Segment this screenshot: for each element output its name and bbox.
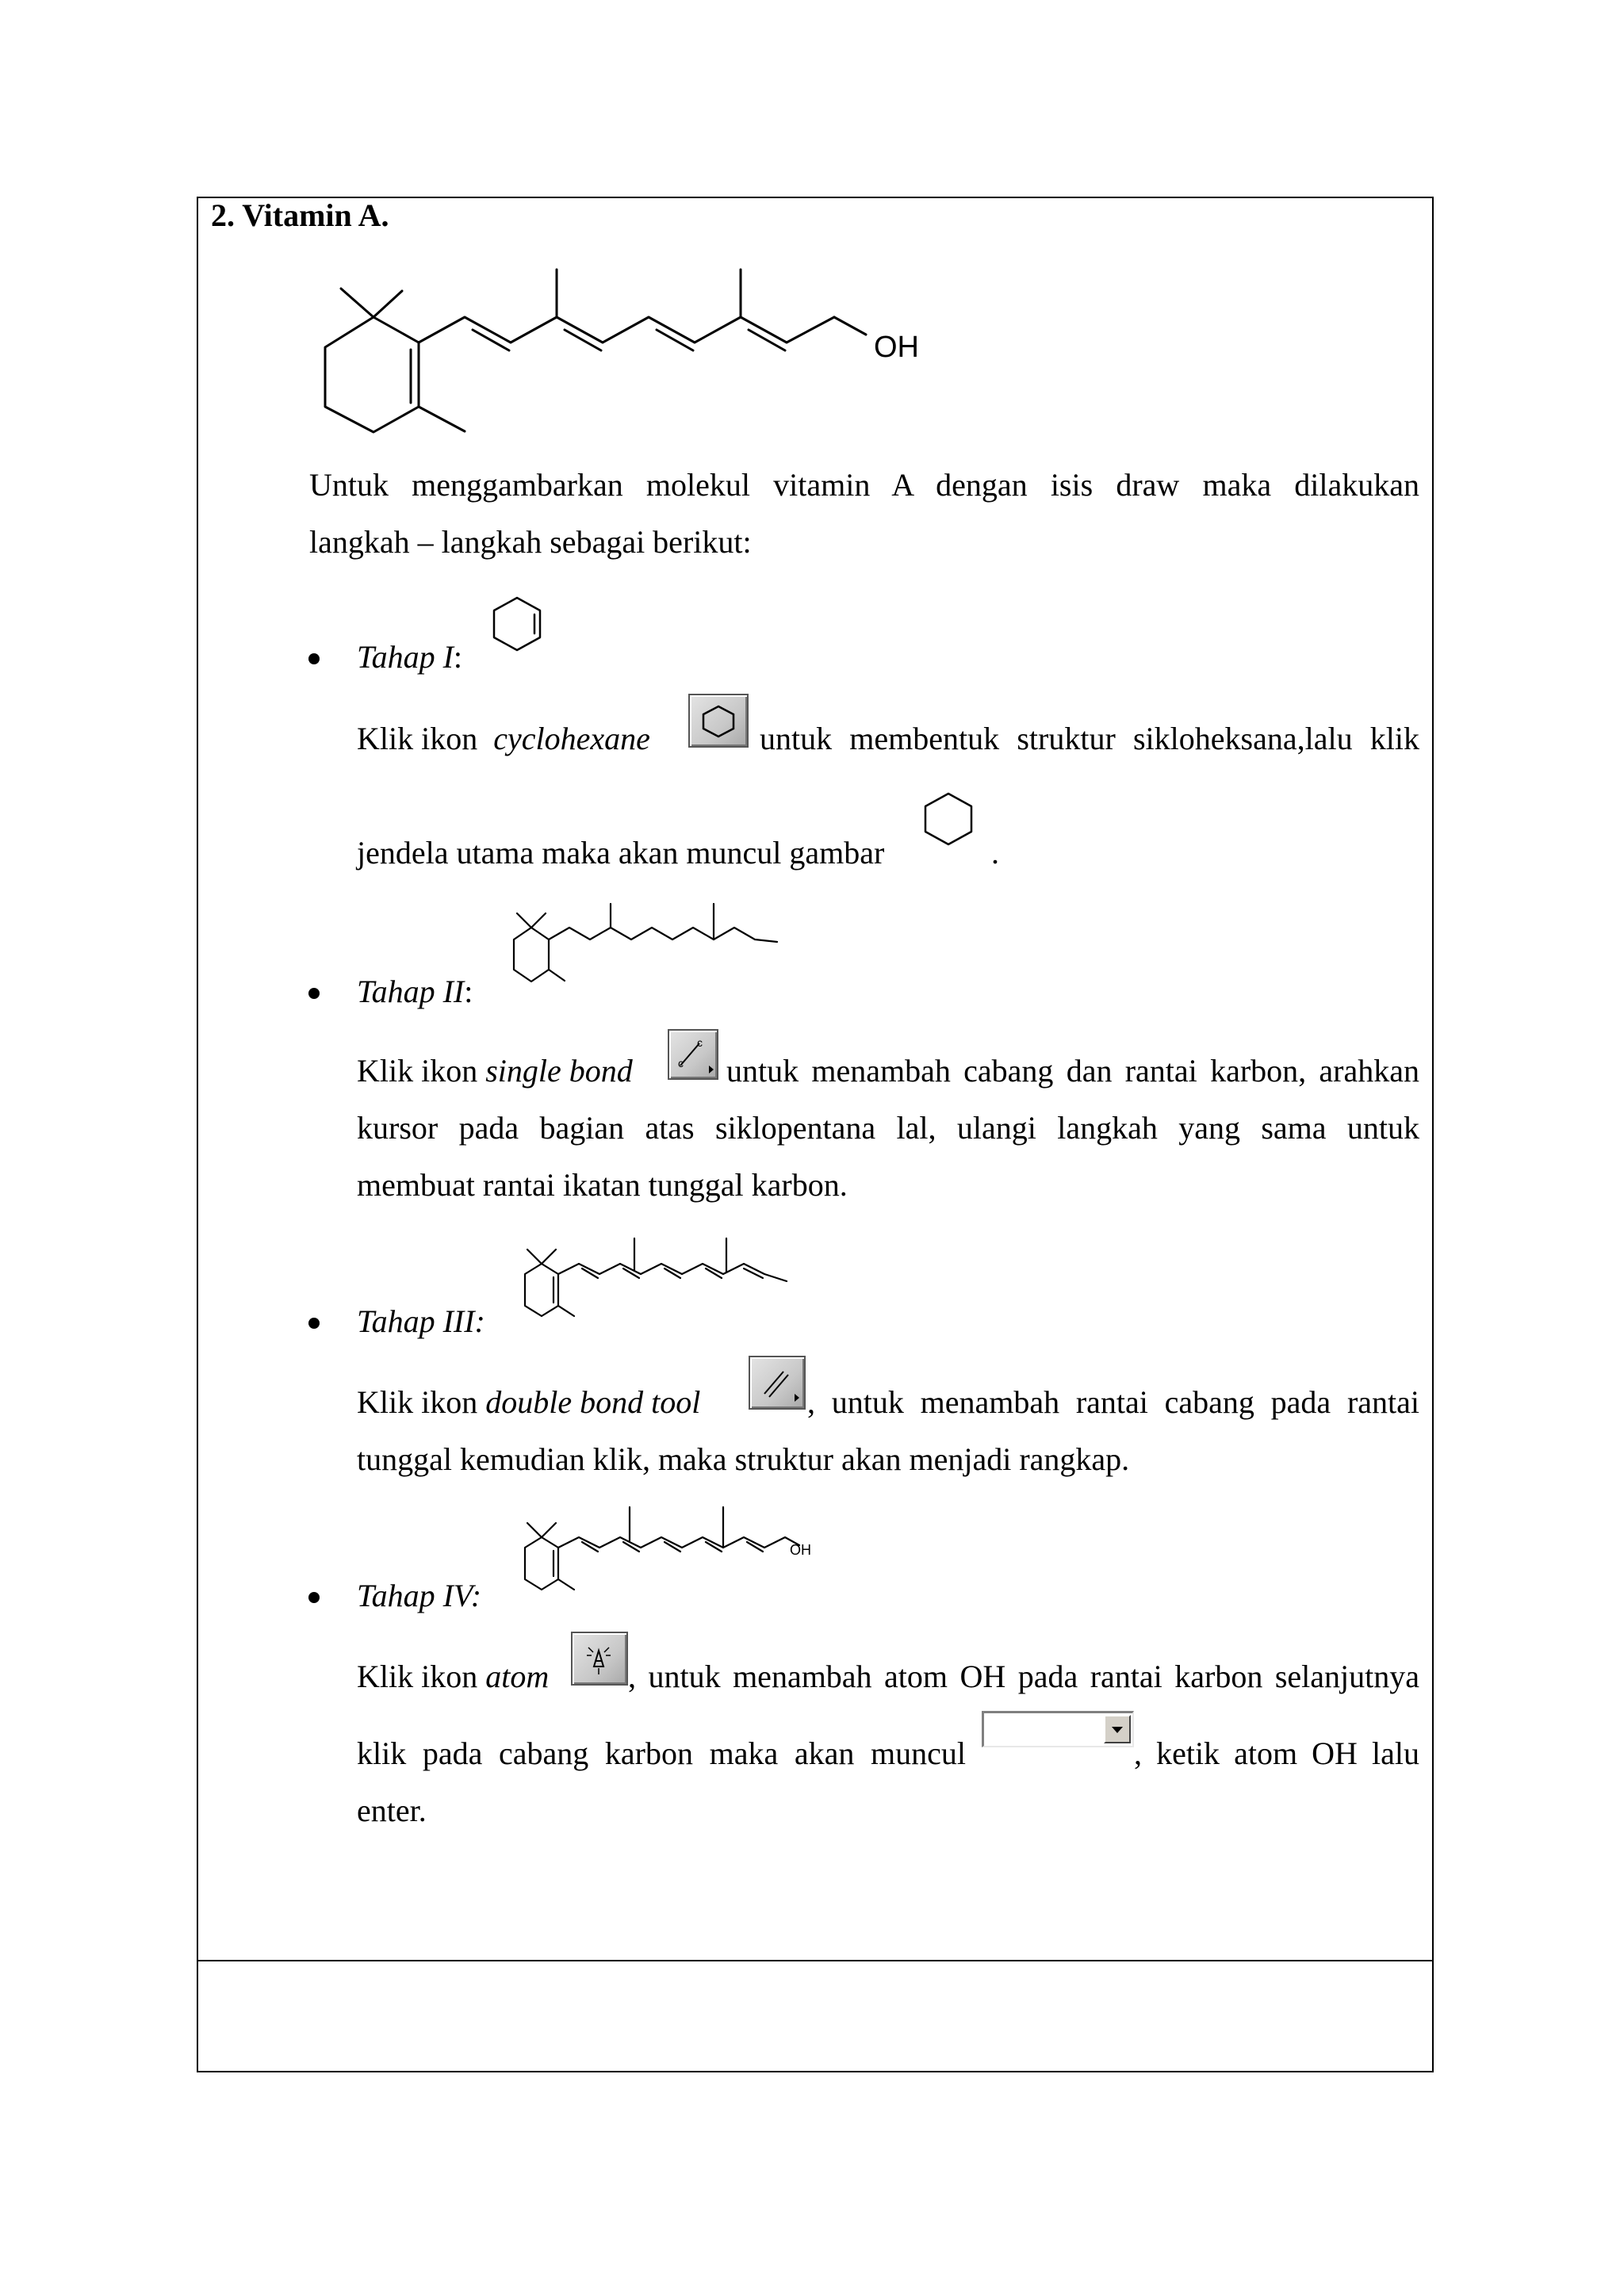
step-3-heading: Tahap III: — [357, 1303, 485, 1339]
cyclohexane-icon — [918, 789, 979, 849]
bullet — [308, 653, 320, 664]
bullet — [308, 1592, 320, 1603]
step-2-line-1a: Klik ikon single bond — [357, 1053, 633, 1089]
step-2-line-1b: untuk menambah cabang dan rantai karbon, arahkan — [726, 1053, 1419, 1089]
step-4-line-1a: Klik ikon atom — [357, 1659, 550, 1694]
intro-line-2: langkah – langkah sebagai berikut: — [309, 524, 752, 560]
step-1-period: . — [991, 835, 999, 871]
single-bond-glyph-bottom: c — [678, 1057, 684, 1070]
step-3-structure — [508, 1229, 809, 1324]
step-4-line-2a: klik pada cabang karbon maka akan muncul — [357, 1735, 966, 1771]
intro-line-1: Untuk menggambarkan molekul vitamin A dengan isis draw maka dilakukan — [309, 467, 1419, 503]
atom-tool-icon[interactable] — [571, 1632, 628, 1686]
step-4-line-2b: , ketik atom OH lalu — [1134, 1735, 1419, 1771]
step-2-line-2: kursor pada bagian atas siklopentana lal, ulangi langkah yang sama untuk — [357, 1110, 1419, 1146]
chevron-down-icon — [1112, 1727, 1123, 1733]
step-4-oh-label: OH — [790, 1542, 811, 1558]
step-4-line-1b: , untuk menambah atom OH pada rantai karbon selanjutnya — [628, 1659, 1419, 1694]
step-4-line-3: enter. — [357, 1793, 427, 1828]
cyclohexene-icon — [488, 593, 546, 655]
step-4-heading: Tahap IV: — [357, 1578, 482, 1613]
section-title: 2. Vitamin A. — [211, 197, 389, 233]
step-2-structure — [500, 896, 793, 991]
cyclohexane-tool-icon[interactable] — [688, 694, 749, 748]
bullet — [308, 1318, 320, 1329]
step-1-line-1b: untuk membentuk struktur sikloheksana,lalu klik — [760, 721, 1419, 756]
step-1-tool-name: cyclohexane — [493, 721, 650, 756]
step-2-heading: Tahap II: — [357, 974, 473, 1009]
frame-divider — [197, 1960, 1434, 1961]
single-bond-tool-icon[interactable] — [668, 1029, 718, 1080]
vitamin-a-structure — [301, 254, 952, 444]
step-1-heading: Tahap I: — [357, 639, 463, 675]
step-3-line-2: tunggal kemudian klik, maka struktur akan menjadi rangkap. — [357, 1441, 1130, 1477]
step-1-line-2: jendela utama maka akan muncul gambar — [357, 835, 885, 871]
step-3-line-1b: , untuk menambah rantai cabang pada rantai — [807, 1384, 1419, 1420]
bullet — [308, 988, 320, 999]
step-3-line-1a: Klik ikon double bond tool — [357, 1384, 701, 1420]
step-2-tool-name: single bond — [485, 1053, 633, 1089]
atom-label-dropdown[interactable] — [982, 1711, 1134, 1747]
dropdown-arrow-button[interactable] — [1104, 1715, 1131, 1743]
double-bond-tool-icon[interactable] — [749, 1356, 806, 1410]
step-2-line-3: membuat rantai ikatan tunggal karbon. — [357, 1167, 848, 1203]
step-1-line-1a: Klik ikon cyclohexane — [357, 721, 650, 756]
step-3-tool-name: double bond tool — [485, 1384, 701, 1420]
single-bond-glyph-top: c — [697, 1036, 703, 1049]
step-4-structure — [508, 1502, 825, 1598]
oh-label: OH — [874, 331, 919, 364]
step-4-tool-name: atom — [485, 1659, 550, 1694]
